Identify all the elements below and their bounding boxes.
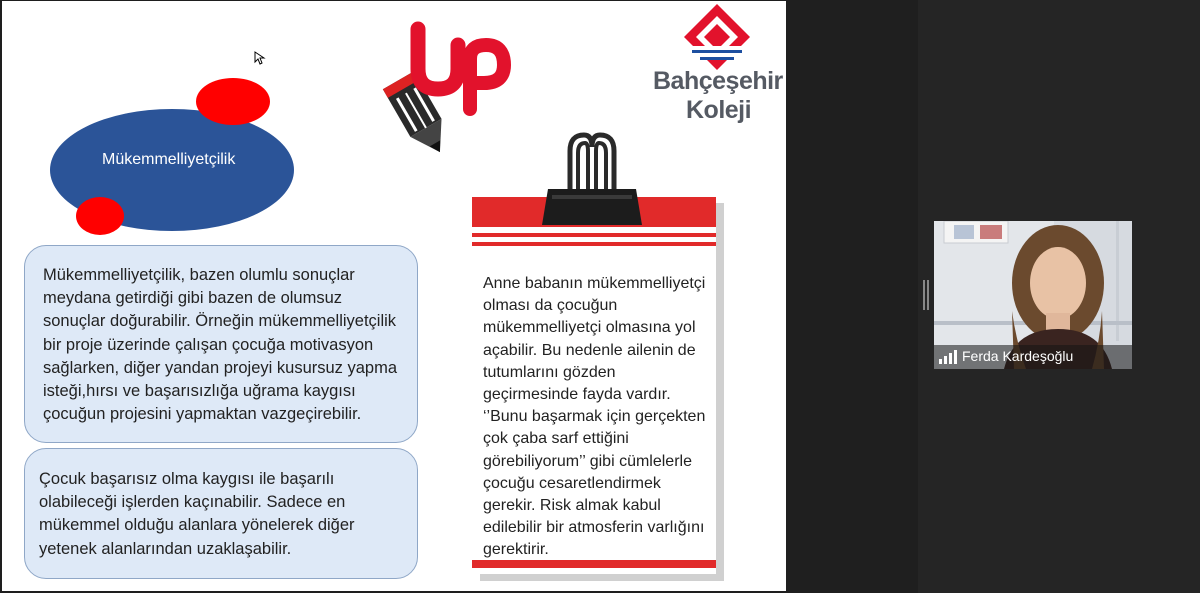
info-box-1-text: Mükemmelliyetçilik, bazen olumlu sonuçlar meydana getirdiği gibi bazen de olumsuz sonuçlar doğurabilir. Örneğin mükemmelliyetçilik bir proje üzerinde çalışan çocuğa motivasyon sağlarken, diğer yandan projeyi kusursuz yapma isteği,hırsı ve başarısızlığa uğrama kaygısı çocuğun projesini yapmaktan vazgeçirebilir. (43, 266, 398, 424)
info-box-2-text: Çocuk başarısız olma kaygısı ile başarılı olabileceği işlerden kaçınabilir. Sadece en mükemmel olduğu alanlara yönelerek diğer yetenek alanlarından uzaklaşabilir. (39, 470, 355, 558)
note-stripe-1 (472, 233, 716, 237)
logo-name-line2: Koleji (686, 96, 752, 124)
bahcesehir-emblem-icon (682, 2, 752, 72)
logo-name-line1: Bahçeşehir (653, 67, 783, 95)
info-box-1 (24, 245, 418, 443)
decor-dot-top (196, 78, 270, 125)
decor-dot-bottom (76, 197, 124, 235)
participant-name: Ferda Kardeşoğlu (962, 348, 1074, 364)
binder-clip-icon (540, 129, 644, 227)
note-text: Anne babanın mükemmelliyetçi olması da çocuğun mükemmelliyetçi olmasına yol açabilir. Bu nedenle ailenin de tutumlarını gözden geçirmesinde fayda vardır. ‘’Bunu başarmak için gerçekten çok çaba sarf ettiğini görebiliyorum’’ gibi cümlelerle çocuğu cesaretlendirmek gerekir. Risk almak kabul edilebilir bir atmosferin varlığını gerektirir. (483, 275, 706, 559)
slide-title: Mükemmelliyetçilik (102, 151, 236, 168)
gap-strip (786, 0, 918, 593)
mouse-cursor-icon (254, 51, 266, 65)
info-box-2 (24, 448, 418, 579)
signal-bars-icon (939, 350, 957, 364)
panel-resize-handle[interactable] (923, 280, 929, 310)
note-stripe-2 (472, 242, 716, 246)
up-pencil-logo (372, 17, 512, 157)
